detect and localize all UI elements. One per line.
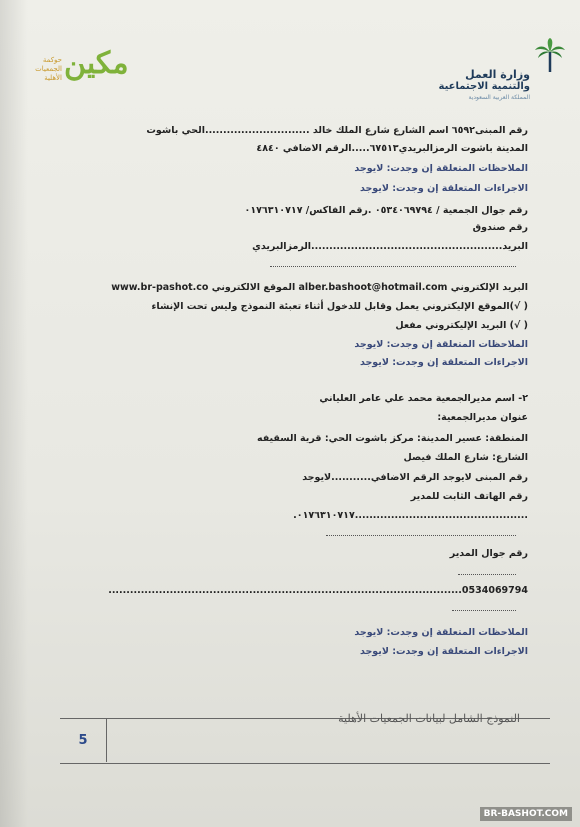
mail-postal-line: البريد.....................................................الرمزالبريدي [252,241,528,252]
procedures-line-1: الاجراءات المتعلقة إن وجدت: لايوجد [359,183,528,194]
brand-logo [28,46,129,96]
palm-tree-icon [534,38,566,72]
brand-name: مكين [64,46,129,81]
director-landline-value: ................................................٠١٧٦٣١٠٧١٧. [293,510,528,521]
ministry-name-line3: المملكة العربية السعودية [468,94,530,101]
region-city-district-line: المنطقة: عسير المدينة: مركز باشوت الحي: قرية السقيفه [256,433,528,444]
site-watermark: BR-BASHOT.COM [480,807,572,821]
notes-line-3: الملاحظات المتعلقة إن وجدت: لايوجد [354,627,528,638]
po-box-line: رقم صندوق [472,222,528,233]
dotted-fill-3 [458,574,516,575]
ministry-name-line2: والتنمية الاجتماعية [438,81,530,92]
notes-line-1: الملاحظات المتعلقة إن وجدت: لايوجد [354,163,528,174]
email-active-line: ( √) البريد الإليكتروني مفعل [395,320,528,331]
director-mobile-value: 0534069794.................................................................................................. [108,585,528,596]
procedures-line-3: الاجراءات المتعلقة إن وجدت: لايوجد [359,646,528,657]
director-landline-label: رقم الهاتف الثابت للمدير [410,491,528,502]
page-number: 5 [60,718,107,762]
city-postal-line: المدينة باشوت الرمزالبريدي٦٧٥١٣.....الرقم الاضافي ٤٨٤٠ [256,143,528,154]
ministry-logo [438,38,566,104]
brand-subtitle: حوكمة الجمعيات الأهلية [35,56,62,82]
director-address-heading: عنوان مديرالجمعية: [437,412,528,423]
dotted-fill-4 [452,610,516,611]
ministry-name-line1: وزارة العمل [465,68,530,81]
director-mobile-label: رقم جوال المدير [449,548,528,559]
director-name-line: ٢- اسم مديرالجمعية محمد علي عامر العلياني [319,393,528,404]
director-building-line: رقم المبنى لايوجد الرقم الاضافي...........لايوجد [302,472,528,483]
notes-line-2: الملاحظات المتعلقة إن وجدت: لايوجد [354,339,528,350]
phone-fax-line: رقم جوال الجمعية / ٠٥٣٤٠٦٩٧٩٤ .رقم الفاكس/ ٠١٧٦٣١٠٧١٧ [244,205,528,216]
dotted-fill-1 [270,266,516,267]
procedures-line-2: الاجراءات المتعلقة إن وجدت: لايوجد [359,357,528,368]
building-street-line: رقم المبنى٦٥٩٢ اسم الشارع شارع الملك خالد .............................الحي باشوت [146,125,528,136]
dotted-fill-2 [326,535,516,536]
footer-title: النموذج الشامل لبيانات الجمعيات الأهلية [338,712,520,725]
page-shadow [0,0,28,827]
street-line: الشارع: شارع الملك فيصل [403,452,528,463]
website-check-line: ( √)الموقع الإليكتروني يعمل وقابل للدخول أثناء تعبئة النموذج وليس تحت الإنشاء [151,301,528,312]
email-website-line: البريد الإلكتروني alber.bashoot@hotmail.com الموقع الالكتروني www.br-pashot.co [111,282,528,293]
